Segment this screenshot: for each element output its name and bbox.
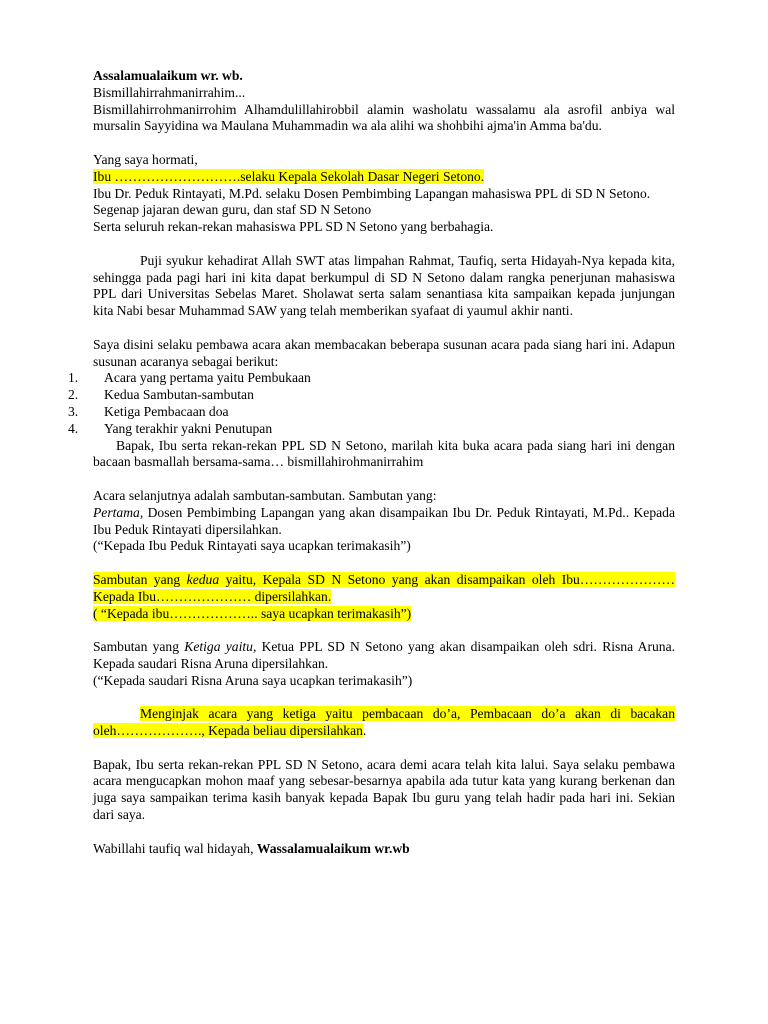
speech3-text: , Ketua PPL SD N Setono yang akan disampaikan oleh sdri. Risna Aruna. Kepada saudari Risna Aruna dipersilahkan.: [93, 639, 676, 671]
agenda-list: [68, 370, 675, 437]
prayer-end: .: [362, 723, 367, 739]
agenda-item-text: Yang terakhir yakni Penutupan: [104, 420, 273, 436]
highlighted-text: [93, 572, 675, 604]
speech3-thanks: (“Kepada saudari Risna Aruna saya ucapkan terimakasih”): [93, 672, 413, 688]
speech1-thanks: (“Kepada Ibu Peduk Rintayati saya ucapkan terimakasih”): [93, 538, 411, 554]
agenda-item: [68, 370, 675, 387]
speech2-text: yaitu, Kepala SD N Setono yang akan disampaikan oleh Ibu…………………Kepada Ibu………………… dipersilahkan.: [93, 571, 675, 604]
agenda-item-text: Kedua Sambutan-sambutan: [104, 387, 254, 403]
respected-intro: Yang saya hormati,: [93, 151, 198, 167]
speech3-ordinal: Ketiga yaitu: [184, 639, 253, 655]
gratitude-paragraph: Puji syukur kehadirat Allah SWT atas limpahan Rahmat, Taufiq, serta Hidayah-Nya kepada kita, sehingga pada pagi hari ini kita dapat berkumpul di SD N Setono dalam rangka penerjunan mahasiswa PPL dari Universitas Sebelas Maret. Sholawat serta salam senantiasa kita sampaikan kepada junjungan kita Nabi besar Muhammad SAW yang telah memberikan syafaat di yaumul akhir nanti.: [93, 252, 675, 319]
agenda-item-number: 3.: [68, 403, 79, 419]
speech1-ordinal: Pertama: [93, 504, 140, 520]
basmalah-line: Bismillahirrahmanirrahim...: [93, 84, 246, 100]
farewell-salam: Wassalamualaikum wr.wb: [256, 840, 410, 856]
highlighted-text: ( “Kepada ibu……………….. saya ucapkan terimakasih”): [93, 605, 412, 621]
farewell-text: Wabillahi taufiq wal hidayah,: [93, 840, 257, 856]
agenda-item: [68, 420, 675, 438]
speech1-paragraph: [93, 505, 675, 539]
salam-heading: Assalamualaikum wr. wb.: [93, 68, 243, 83]
opening-paragraph: Bismillahirrohmanirrohim Alhamdulillahirobbil alamin washolatu wassalamu ala asrofil anbiya wal mursalin Sayyidina wa Maulana Muhammadin wa ala alihi wa shohbihi ajma'in Amma ba'du.: [93, 101, 675, 134]
speech1-intro: Acara selanjutnya adalah sambutan-sambutan. Sambutan yang:: [93, 487, 437, 503]
speech2-paragraph: [93, 572, 675, 606]
closing-paragraph: Bapak, Ibu serta rekan-rekan PPL SD N Setono, acara demi acara telah kita lalui. Saya selaku pembawa acara mengucapkan mohon maaf yang sebesar-besarnya apabila ada tutur kata yang kurang berkenan dan juga saya sampaikan terima kasih banyak kepada Bapak Ibu guru yang telah hadir pada hari ini. Sekian dari saya.: [93, 756, 675, 823]
document-page: [68, 68, 676, 857]
speech1-text: , Dosen Pembimbing Lapangan yang akan disampaikan Ibu Dr. Peduk Rintayati, M.Pd.. Kepada Ibu Peduk Rintayati dipersilahkan.: [93, 504, 675, 537]
highlighted-text: Menginjak acara yang ketiga yaitu pembacaan do’a, Pembacaan do’a akan di bacakan oleh………………., Kepada beliau dipersilahkan: [93, 706, 675, 739]
opening-call: Bapak, Ibu serta rekan-rekan PPL SD N Setono, marilah kita buka acara pada siang hari ini dengan bacaan basmallah bersama-sama… bismillahirohmanirrahim: [93, 437, 675, 470]
respected-students: Serta seluruh rekan-rekan mahasiswa PPL SD N Setono yang berbahagia.: [93, 219, 494, 235]
respected-supervisor: Ibu Dr. Peduk Rintayati, M.Pd. selaku Dosen Pembimbing Lapangan mahasiswa PPL di SD N Setono.: [93, 185, 651, 201]
speech2-ordinal: kedua: [186, 571, 220, 587]
speech2-lead: Sambutan yang: [93, 571, 187, 587]
respected-teachers: Segenap jajaran dewan guru, dan staf SD N Setono: [93, 202, 372, 218]
farewell-line: [93, 841, 675, 858]
agenda-item-number: 2.: [68, 387, 79, 403]
agenda-item-text: Acara yang pertama yaitu Pembukaan: [104, 370, 311, 386]
agenda-item: [68, 403, 675, 421]
respected-principal: [93, 169, 675, 186]
highlighted-text: Ibu ……………………….selaku Kepala Sekolah Dasar Negeri Setono.: [93, 168, 485, 184]
speech3-lead: Sambutan yang: [93, 639, 185, 655]
agenda-item-number: 4.: [68, 420, 79, 436]
agenda-item-number: 1.: [68, 370, 79, 386]
agenda-item: [68, 387, 675, 404]
speech2-thanks: [93, 606, 675, 623]
agenda-intro: Saya disini selaku pembawa acara akan membacakan beberapa susunan acara pada siang hari ini. Adapun susunan acaranya sebagai berikut:: [93, 336, 675, 369]
prayer-paragraph: [93, 706, 675, 740]
agenda-item-text: Ketiga Pembacaan doa: [104, 403, 229, 419]
speech3-paragraph: [93, 639, 675, 673]
